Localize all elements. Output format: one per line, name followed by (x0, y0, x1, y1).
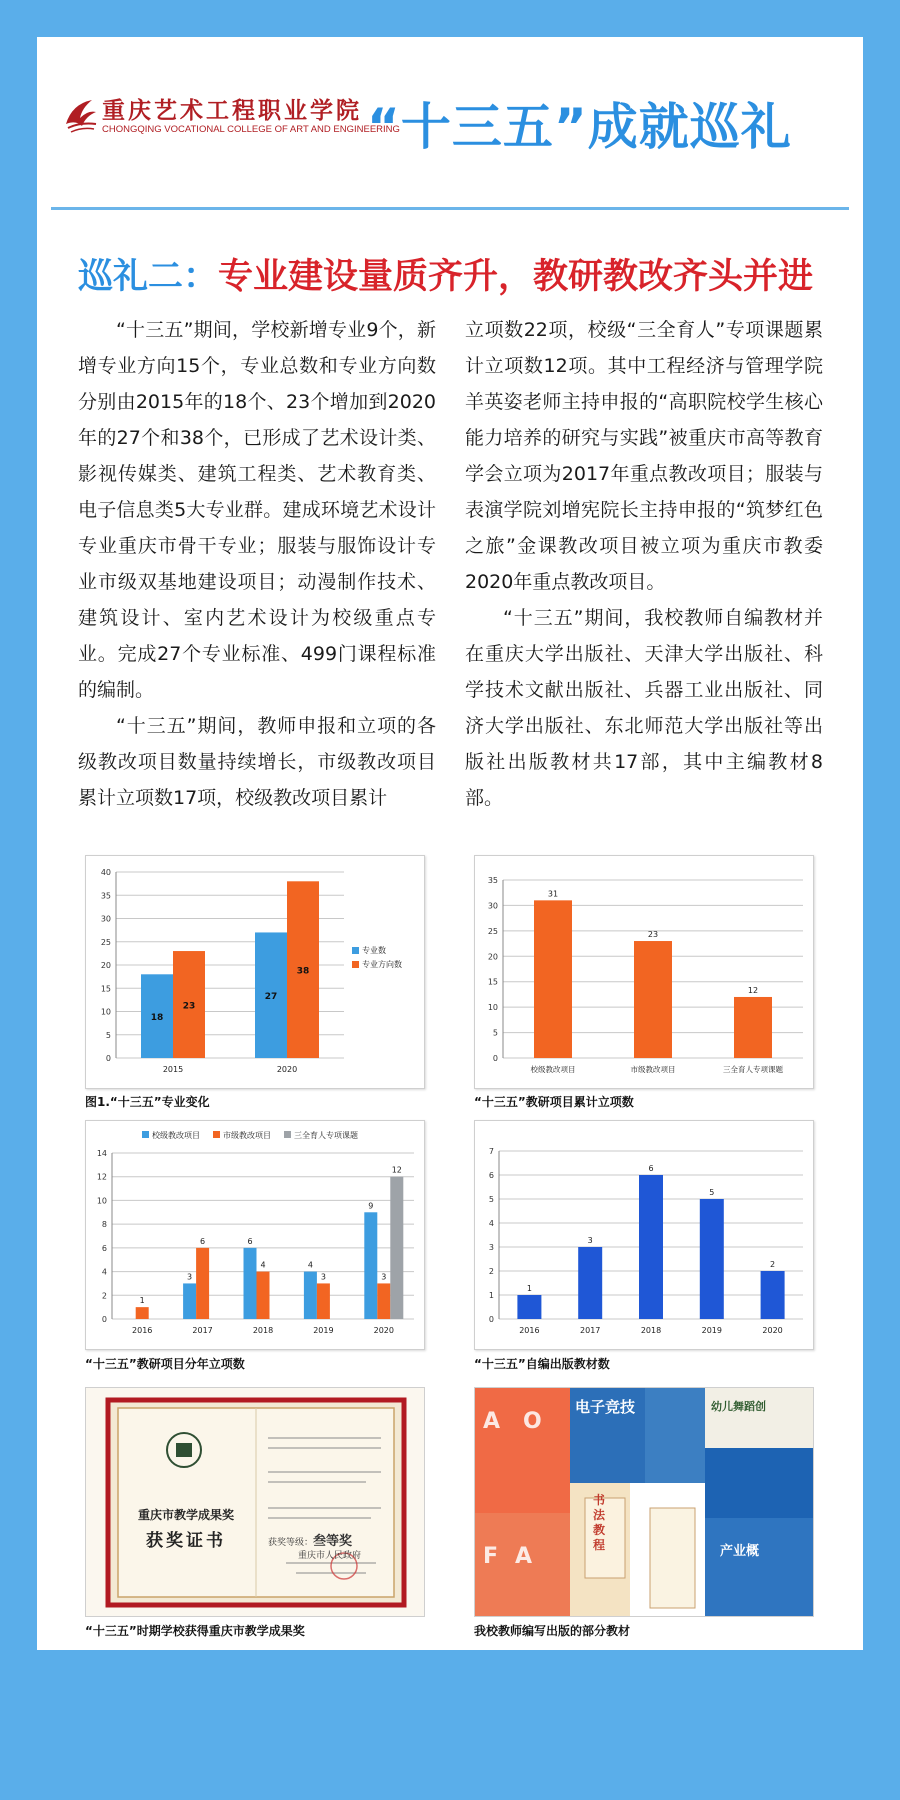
caption-fig2: “十三五”教研项目累计立项数 (474, 1095, 634, 1109)
bar (578, 1247, 602, 1319)
paragraph: “十三五”期间，我校教师自编教材并在重庆大学出版社、天津大学出版社、科学技术文献出版社、兵器工业出版社、同济大学出版社、东北师范大学出版社等出版社出版教材共17部，其中主编教材8部。 (465, 607, 823, 809)
book-title-dance: 幼儿舞蹈创 (711, 1400, 766, 1413)
data-label: 3 (381, 1272, 387, 1282)
y-tick-label: 40 (100, 868, 111, 877)
y-tick-label: 10 (100, 1007, 111, 1017)
y-tick-label: 25 (487, 926, 498, 936)
section-heading (78, 249, 813, 299)
y-tick-label: 5 (105, 1030, 111, 1040)
caption-fig1: 图1.“十三五”专业变化 (85, 1095, 210, 1109)
data-label: 3 (587, 1236, 593, 1245)
caption-fig3: “十三五”教研项目分年立项数 (85, 1357, 245, 1371)
x-tick-label: 2020 (373, 1326, 394, 1335)
legend-swatch (352, 961, 359, 968)
data-label: 1 (526, 1284, 532, 1293)
bar (734, 997, 772, 1058)
data-label: 27 (264, 992, 278, 1003)
college-name-cn: 重庆艺术工程职业学院 (102, 97, 362, 124)
y-tick-label: 6 (101, 1243, 107, 1253)
legend-swatch (142, 1131, 149, 1138)
paragraph: “十三五”期间，学校新增专业9个，新增专业方向15个，专业总数和专业方向数分别由2015年的18个、23个增加到2020年的27个和38个，已形成了艺术设计类、影视传媒类、建筑工程类、艺术教育类、电子信息类5大专业群。建成环境艺术设计专业重庆市骨干专业；服装与服饰设计专业市级双基地建设项目；动漫制作技术、建筑设计、室内艺术设计为校级重点专业。完成27个专业标准、499门课程标准的编制。 (78, 319, 436, 701)
x-tick-label: 2015 (162, 1065, 184, 1074)
x-tick-label: 2016 (132, 1326, 153, 1335)
legend-label: 校级教改项目 (152, 1131, 200, 1140)
caption-fig4: “十三五”自编出版教材数 (474, 1357, 610, 1371)
y-tick-label: 6 (488, 1171, 494, 1180)
bar (183, 1283, 196, 1319)
data-label: 12 (747, 985, 759, 995)
x-tick-label: 2019 (701, 1326, 722, 1335)
x-tick-label: 2017 (192, 1326, 213, 1335)
certificate-issuer: 重庆市人民政府 (298, 1551, 362, 1561)
y-tick-label: 15 (487, 977, 498, 987)
chart-major-change-svg (86, 856, 424, 1088)
y-tick-label: 35 (487, 876, 498, 885)
y-tick-label: 0 (105, 1054, 111, 1063)
caption-fig6: 我校教师编写出版的部分教材 (474, 1624, 631, 1638)
x-tick-label: 2020 (762, 1326, 783, 1335)
y-tick-label: 20 (100, 961, 111, 970)
y-tick-label: 5 (488, 1195, 494, 1204)
body-column-right (465, 312, 823, 816)
bar (364, 1212, 377, 1319)
chart-project-totals-svg (475, 856, 813, 1088)
bar (390, 1177, 403, 1319)
bar (639, 1175, 663, 1319)
data-label: 3 (320, 1272, 326, 1282)
x-tick-label: 2018 (252, 1326, 274, 1335)
certificate-doc-title: 获奖证书 (146, 1531, 226, 1551)
data-label: 23 (647, 930, 659, 940)
y-tick-label: 20 (487, 952, 498, 962)
bar (196, 1248, 209, 1319)
legend-label: 三全育人专项课题 (294, 1131, 358, 1140)
legend-swatch (284, 1131, 291, 1138)
y-tick-label: 4 (488, 1219, 494, 1228)
y-tick-label: 2 (101, 1291, 107, 1301)
bar (534, 900, 572, 1058)
y-tick-label: 15 (100, 984, 111, 994)
data-label: 31 (547, 889, 559, 899)
x-tick-label: 2018 (640, 1326, 662, 1335)
header-divider (51, 207, 849, 210)
y-tick-label: 3 (488, 1243, 494, 1252)
section-label: 巡礼二： (78, 257, 219, 297)
data-label: 3 (187, 1272, 193, 1282)
college-name-en: CHONGQING VOCATIONAL COLLEGE OF ART AND ENGINEERING (102, 124, 400, 135)
body-column-left (78, 312, 436, 816)
bar (304, 1272, 317, 1319)
poster-panel (37, 37, 863, 1650)
y-tick-label: 1 (488, 1291, 494, 1300)
y-tick-label: 25 (100, 937, 111, 947)
bar (136, 1307, 149, 1319)
x-tick-label: 2019 (313, 1326, 334, 1335)
y-tick-label: 7 (488, 1147, 494, 1156)
textbooks-image (475, 1388, 813, 1616)
data-label: 23 (182, 1001, 196, 1012)
chart-project-totals (474, 855, 814, 1089)
data-label: 4 (260, 1260, 266, 1270)
data-label: 4 (307, 1260, 313, 1270)
chart-projects-by-year-svg (86, 1121, 424, 1349)
legend-label: 市级教改项目 (223, 1131, 271, 1140)
poster-title: “十三五”成就巡礼 (367, 98, 792, 156)
chart-textbooks-by-year-svg (475, 1121, 813, 1349)
bar (377, 1283, 390, 1319)
certificate-level-value: 叁等奖 (313, 1534, 353, 1549)
college-emblem-icon (62, 94, 100, 134)
data-label: 2 (770, 1260, 776, 1269)
data-label: 38 (296, 966, 310, 977)
book-title-industry: 产业概 (720, 1544, 760, 1559)
data-label: 9 (368, 1201, 374, 1211)
legend-swatch (352, 947, 359, 954)
y-tick-label: 10 (487, 1003, 498, 1013)
data-label: 6 (648, 1164, 654, 1173)
y-tick-label: 30 (100, 914, 111, 924)
chart-textbooks-by-year (474, 1120, 814, 1350)
college-logo (62, 92, 400, 152)
bar (257, 1272, 270, 1319)
y-tick-label: 0 (492, 1054, 498, 1063)
section-title: 专业建设量质齐升，教研教改齐头并进 (218, 256, 814, 297)
bar (317, 1283, 330, 1319)
certificate-level (268, 1530, 352, 1549)
y-tick-label: 30 (487, 901, 498, 911)
book-title-calligraphy: 书法教程 (593, 1493, 606, 1552)
y-tick-label: 14 (96, 1149, 107, 1158)
y-tick-label: 12 (96, 1172, 107, 1182)
paragraph: “十三五”期间，教师申报和立项的各级教改项目数量持续增长，市级教改项目累计立项数17项，校级教改项目累计 (78, 715, 436, 809)
x-tick-label: 三全育人专项课题 (723, 1065, 783, 1074)
caption-fig5: “十三五”时期学校获得重庆市教学成果奖 (85, 1624, 305, 1638)
bar (517, 1295, 541, 1319)
y-tick-label: 5 (492, 1028, 498, 1038)
bar (634, 941, 672, 1058)
x-tick-label: 2017 (580, 1326, 601, 1335)
award-certificate-photo (85, 1387, 425, 1617)
certificate-award-name: 重庆市教学成果奖 (137, 1508, 234, 1522)
x-tick-label: 校级教改项目 (530, 1065, 576, 1074)
y-tick-label: 4 (101, 1267, 107, 1277)
bar (244, 1248, 257, 1319)
x-tick-label: 2016 (519, 1326, 540, 1335)
y-tick-label: 8 (101, 1220, 107, 1230)
svg-text:A: A (515, 1544, 533, 1569)
certificate-level-label: 获奖等级： (268, 1538, 314, 1548)
data-label: 5 (709, 1188, 715, 1197)
y-tick-label: 10 (96, 1196, 107, 1206)
y-tick-label: 0 (488, 1315, 494, 1324)
x-tick-label: 2020 (276, 1065, 298, 1074)
certificate-image (86, 1388, 424, 1616)
data-label: 6 (200, 1236, 206, 1246)
svg-text:A: A (483, 1409, 501, 1434)
x-tick-label: 市级教改项目 (630, 1065, 676, 1074)
data-label: 6 (247, 1236, 253, 1246)
textbooks-photo (474, 1387, 814, 1617)
data-label: 1 (139, 1296, 145, 1306)
chart-major-change (85, 855, 425, 1089)
data-label: 18 (150, 1013, 164, 1024)
paragraph: 立项数22项，校级“三全育人”专项课题累计立项数12项。其中工程经济与管理学院羊英姿老师主持申报的“高职院校学生核心能力培养的研究与实践”被重庆市高等教育学会立项为2017年重点教改项目；服装与表演学院刘增宪院长主持申报的“筑梦红色之旅”金课教改项目被立项为重庆市教委2020年重点教改项目。 (465, 319, 823, 593)
svg-text:F: F (483, 1544, 499, 1569)
svg-text:O: O (523, 1409, 542, 1434)
legend-label: 专业数 (362, 946, 386, 955)
y-tick-label: 0 (101, 1315, 107, 1324)
legend-swatch (213, 1131, 220, 1138)
data-label: 12 (391, 1165, 402, 1175)
legend-label: 专业方向数 (362, 960, 402, 969)
bar (761, 1271, 785, 1319)
chart-projects-by-year (85, 1120, 425, 1350)
y-tick-label: 2 (488, 1267, 494, 1276)
y-tick-label: 35 (100, 891, 111, 901)
book-title-esports: 电子竞技 (575, 1398, 636, 1416)
bar (700, 1199, 724, 1319)
